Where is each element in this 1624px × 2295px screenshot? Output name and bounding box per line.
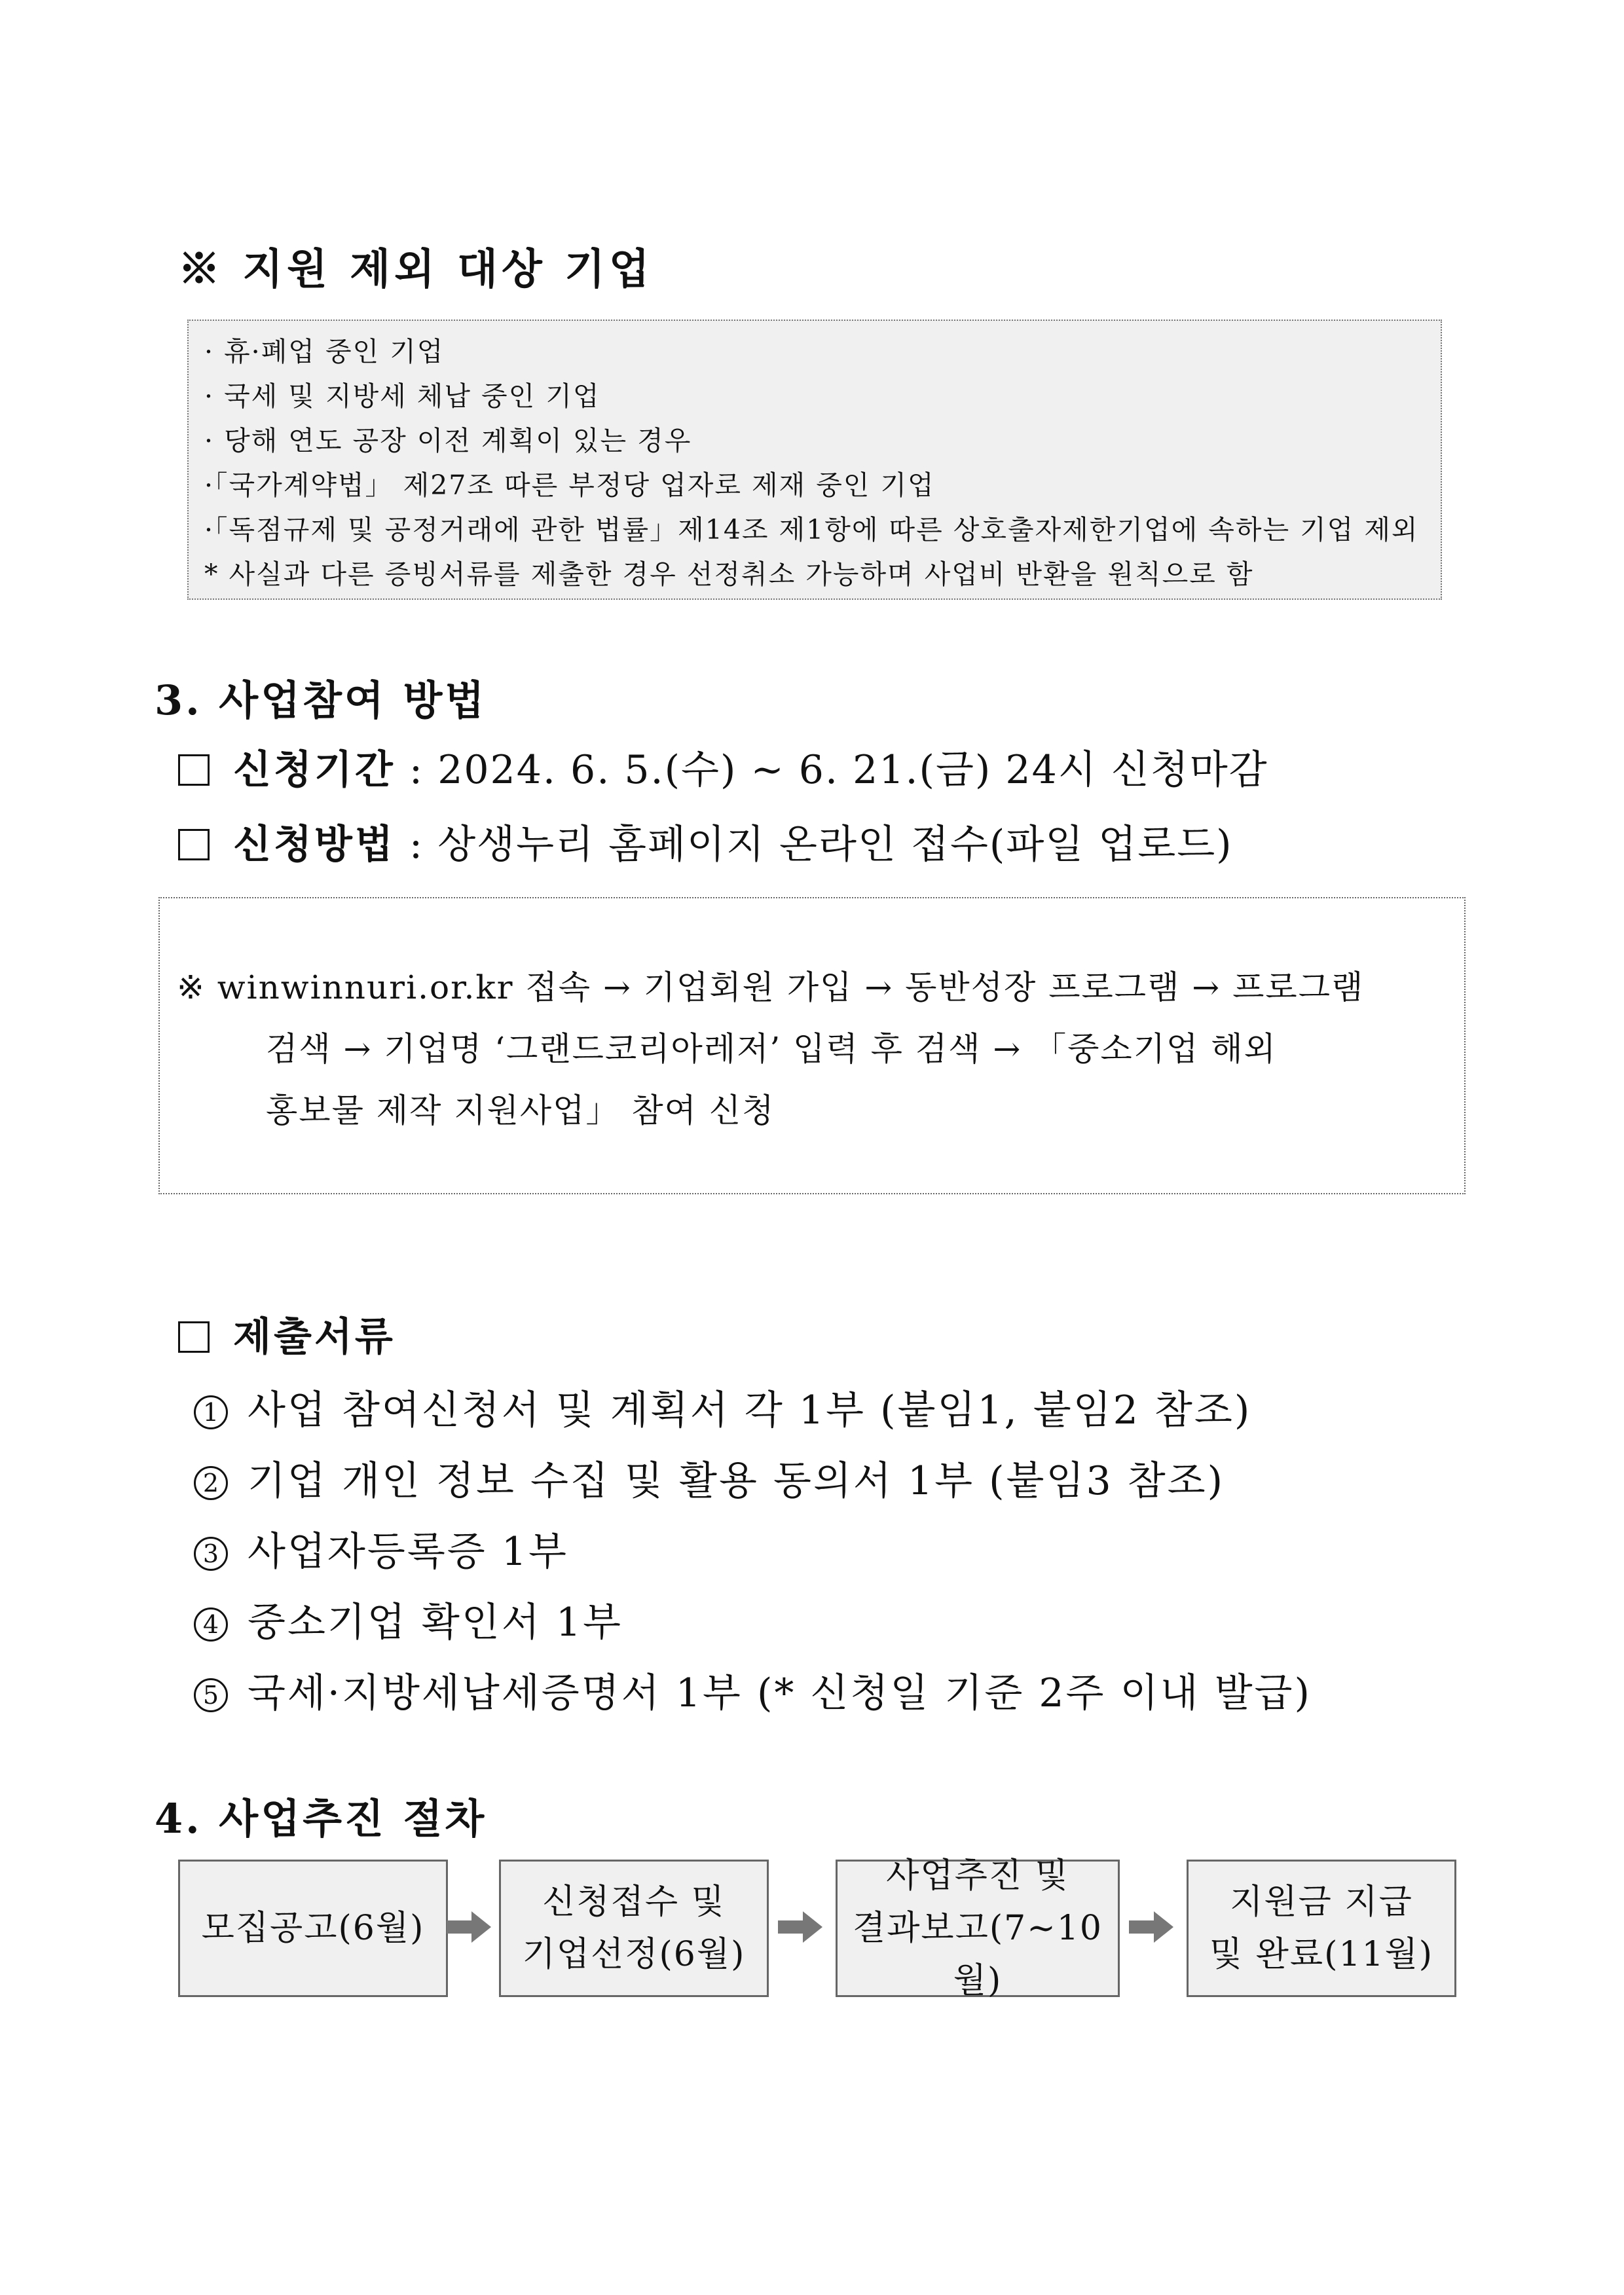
exclusion-list-box (187, 320, 1442, 600)
checkbox-icon (178, 754, 210, 786)
exclusion-item: ·「국가계약법」 제27조 따른 부정당 업자로 제재 중인 기업 (204, 469, 935, 501)
application-steps-box (158, 897, 1466, 1194)
exclusion-item: · 휴·폐업 중인 기업 (204, 336, 445, 367)
period-label: 신청기간 (233, 747, 396, 793)
checkbox-icon (178, 1321, 210, 1353)
period-value: : 2024. 6. 5.(수) ~ 6. 21.(금) 24시 신청마감 (409, 747, 1268, 793)
right-arrow-icon (778, 1909, 824, 1945)
application-method (178, 813, 1233, 870)
section-4-heading: 4. 사업추진 절차 (155, 1795, 487, 1843)
circled-number: 3 (194, 1537, 228, 1571)
application-period (178, 739, 1268, 795)
circled-number: 2 (194, 1466, 228, 1500)
documents-heading: 제출서류 (178, 1306, 396, 1362)
exclusion-heading: ※ 지원 제외 대상 기업 (178, 245, 654, 294)
document-item: 2 기업 개인 정보 수집 및 활용 동의서 1부 (붙임3 참조) (194, 1450, 1225, 1506)
right-arrow-icon (447, 1909, 492, 1945)
right-arrow-icon (1129, 1909, 1175, 1945)
process-step-payment: 지원금 지급 및 완료(11월) (1187, 1860, 1456, 1997)
steps-line: 검색 → 기업명 ‘그랜드코리아레저’ 입력 후 검색 → 「중소기업 해외 (266, 1030, 1277, 1068)
checkbox-icon (178, 829, 210, 860)
section-3-heading: 3. 사업참여 방법 (155, 676, 487, 724)
document-item: 4 중소기업 확인서 1부 (194, 1591, 623, 1647)
document-item: 5 국세·지방세납세증명서 1부 (* 신청일 기준 2주 이내 발급) (194, 1662, 1312, 1718)
exclusion-note: * 사실과 다른 증빙서류를 제출한 경우 선정취소 가능하며 사업비 반환을 원칙으로 함 (204, 559, 1254, 590)
method-label: 신청방법 (233, 822, 396, 868)
method-value: : 상생누리 홈페이지 온라인 접수(파일 업로드) (409, 822, 1233, 868)
document-item: 1 사업 참여신청서 및 계획서 각 1부 (붙임1, 붙임2 참조) (194, 1379, 1251, 1435)
steps-line: ※ winwinnuri.or.kr 접속 → 기업회원 가입 → 동반성장 프로그램 → 프로그램 (177, 968, 1365, 1006)
process-step-recruit: 모집공고(6월) (178, 1860, 448, 1997)
exclusion-item: · 국세 및 지방세 체납 중인 기업 (204, 380, 600, 412)
document-item: 3 사업자등록증 1부 (194, 1520, 568, 1577)
process-step-execute: 사업추진 및 결과보고(7~10월) (836, 1860, 1120, 1997)
circled-number: 5 (194, 1678, 228, 1712)
circled-number: 4 (194, 1607, 228, 1642)
process-step-apply: 신청접수 및 기업선정(6월) (499, 1860, 769, 1997)
steps-line: 홍보물 제작 지원사업」 참여 신청 (266, 1092, 775, 1129)
exclusion-item: · 당해 연도 공장 이전 계획이 있는 경우 (204, 425, 692, 456)
exclusion-item: ·「독점규제 및 공정거래에 관한 법률」제14조 제1항에 따른 상호출자제한기업에 속하는 기업 제외 (204, 514, 1419, 545)
circled-number: 1 (194, 1395, 228, 1429)
